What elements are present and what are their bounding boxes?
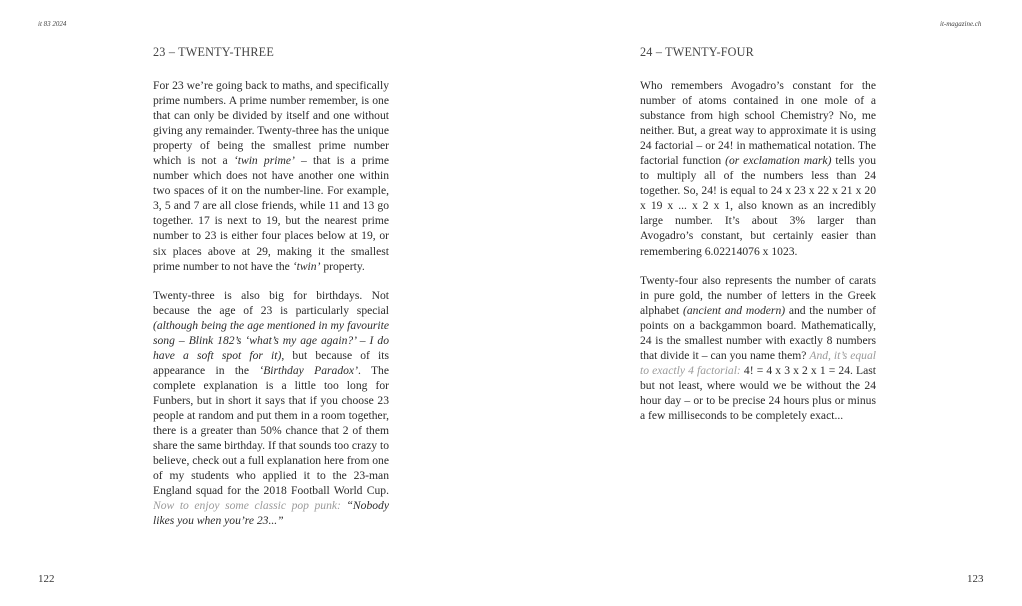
text-span: tells you to multiply all of the numbers less than 24 together. So, 24! is equal to 24 x 23 x 22 x 21 x 20 x 19 x ... x 2 x 1, also known as an incredibly large number. It’s about 3% larger than Avogadro’s constant, but certainly easier than remembering 6.02214076 x 1023. (640, 154, 876, 258)
running-header-right: it-magazine.ch (940, 20, 982, 28)
text-span: and the number of points on a backgammon board. Mathematically, 24 is the smallest number with exactly 8 numbers that divide it – can you name them? (640, 303, 876, 362)
quote-lyric: “Nobody likes you when you’re 23...” (153, 499, 389, 528)
emphasis-ancient-modern: (ancient and modern) (683, 303, 786, 317)
paragraph-avogadro (640, 78, 876, 259)
text-span: Twenty-three is also big for birthdays. Not because the age of 23 is particularly special (153, 288, 389, 317)
text-span: , but because of its appearance in the (153, 348, 390, 377)
text-span: – that is a prime number which does not have another one within two spaces of it on the number-line. For example, 3, 5 and 7 are all close friends, while 11 and 13 go together. 17 is next to 19, but the nearest prime number to 23 is either four places below at 19, or six places above at 29, making it the smallest prime number to not have the (153, 154, 389, 273)
text-span: 4! = 4 x 3 x 2 x 1 = 24. Last but not least, where would we be without the 24 hour day – or to be precise 24 hours plus or minus a few milliseconds to be completely exact... (640, 363, 876, 422)
paragraph-birthday (153, 288, 389, 529)
right-column (640, 44, 876, 437)
emphasis-aside: (although being the age mentioned in my favourite song – Blink 182’s ‘what’s my age again?’ – I do have a soft spot for it) (153, 318, 389, 362)
emphasis-twin-prime: ‘twin prime’ (233, 154, 295, 168)
text-span: property. (320, 259, 365, 273)
page-number-left: 122 (38, 573, 55, 585)
emphasis-twin: ‘twin’ (292, 259, 321, 273)
paragraph-twenty-four (640, 273, 876, 423)
grey-aside: Now to enjoy some classic pop punk: (153, 499, 347, 513)
page-number-right: 123 (967, 573, 984, 585)
text-span: . The complete explanation is a little too long for Funbers, but in short it says that if you choose 23 people at random and put them in a room together, there is a greater than 50% chance that 2 of them share the same birthday. If that sounds too crazy to believe, check out a full explanation here from one of my students who applied it to the 23-man England squad for the 2018 Football World Cup. (153, 363, 389, 498)
text-span: For 23 we’re going back to maths, and specifically prime numbers. A prime number remember, is one that can only be divided by itself and one without giving any remainder. Twenty-three has the unique property of being the smallest prime number which is not a (153, 79, 389, 168)
text-span: Twenty-four also represents the number of carats in pure gold, the number of letters in the Greek alphabet (640, 273, 876, 317)
emphasis-birthday-paradox: ‘Birthday Paradox’ (259, 363, 358, 377)
section-heading-24: 24 – TWENTY-FOUR (640, 45, 755, 59)
left-column (153, 44, 389, 542)
grey-aside: And, it’s equal to exactly 4 factorial: (640, 348, 876, 377)
emphasis-exclamation: (or exclamation mark) (725, 154, 832, 168)
paragraph-prime (153, 78, 389, 274)
section-heading-23: 23 – TWENTY-THREE (153, 45, 274, 59)
running-header-left: it 83 2024 (38, 20, 67, 28)
text-span: Who remembers Avogadro’s constant for the number of atoms contained in one mole of a substance from high school Chemistry? No, me neither. But, a great way to approximate it is using 24 factorial – or 24! in mathematical notation. The factorial function (640, 79, 876, 168)
